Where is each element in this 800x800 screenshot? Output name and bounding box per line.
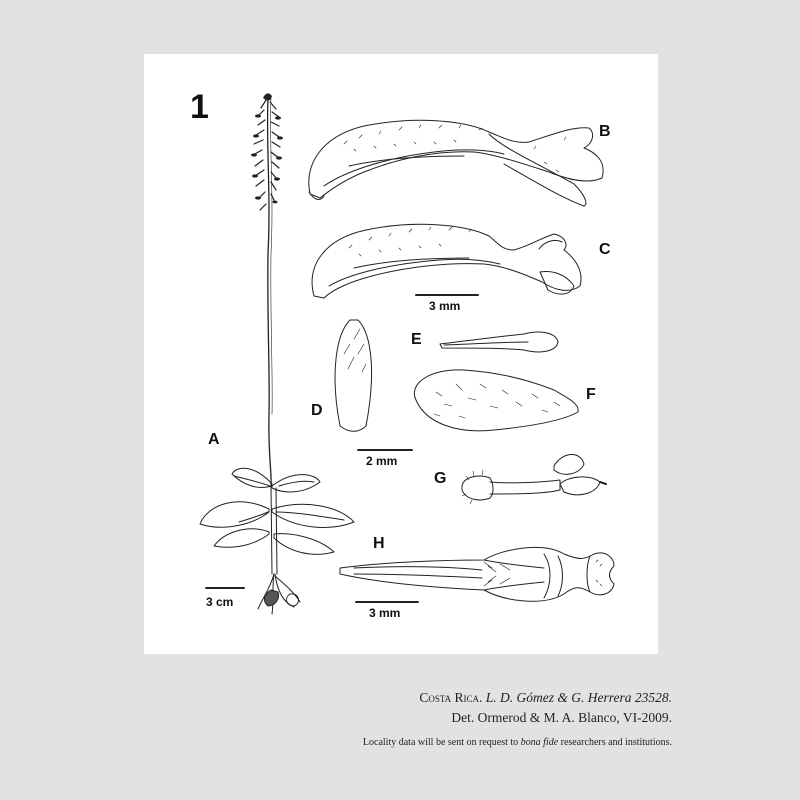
- label-c: C: [599, 241, 611, 258]
- lip-f-drawing: [414, 370, 578, 431]
- label-e: E: [411, 331, 422, 348]
- column-h-drawing: [340, 547, 614, 602]
- collection-line: [419, 688, 672, 708]
- scale-label-flowers: 3 mm: [429, 299, 461, 313]
- label-b: B: [599, 123, 611, 140]
- flower-c-drawing: [312, 224, 581, 298]
- label-g: G: [434, 470, 447, 487]
- column-g-drawing: [462, 454, 606, 504]
- note-text-start: Locality data will be sent on request to: [362, 737, 519, 748]
- sepal-d-drawing: [335, 320, 412, 450]
- locality-note: [363, 737, 672, 748]
- determination-line: Det. Ormerod & M. A. Blanco, VI-2009.: [451, 710, 672, 725]
- note-text-italic: bona fide: [520, 737, 559, 748]
- plate-number: 1: [190, 88, 209, 126]
- illustration-plate: [144, 54, 658, 654]
- label-f: F: [586, 386, 596, 403]
- country-text: Costa Rica.: [419, 690, 483, 705]
- petal-e-drawing: [440, 332, 558, 352]
- scale-label-parts: 2 mm: [366, 454, 398, 468]
- label-d: D: [311, 402, 323, 419]
- flower-b-drawing: [309, 120, 603, 206]
- scale-label-habit: 3 cm: [206, 595, 234, 609]
- specimen-caption: [419, 688, 672, 728]
- botanical-drawing: [144, 54, 658, 654]
- scale-label-column: 3 mm: [369, 606, 401, 620]
- collector-text: L. D. Gómez & G. Herrera 23528.: [485, 690, 672, 705]
- label-a: A: [208, 431, 220, 448]
- note-text-end: researchers and institutions.: [560, 737, 672, 748]
- plant-habit-drawing: [200, 93, 354, 614]
- label-h: H: [373, 535, 385, 552]
